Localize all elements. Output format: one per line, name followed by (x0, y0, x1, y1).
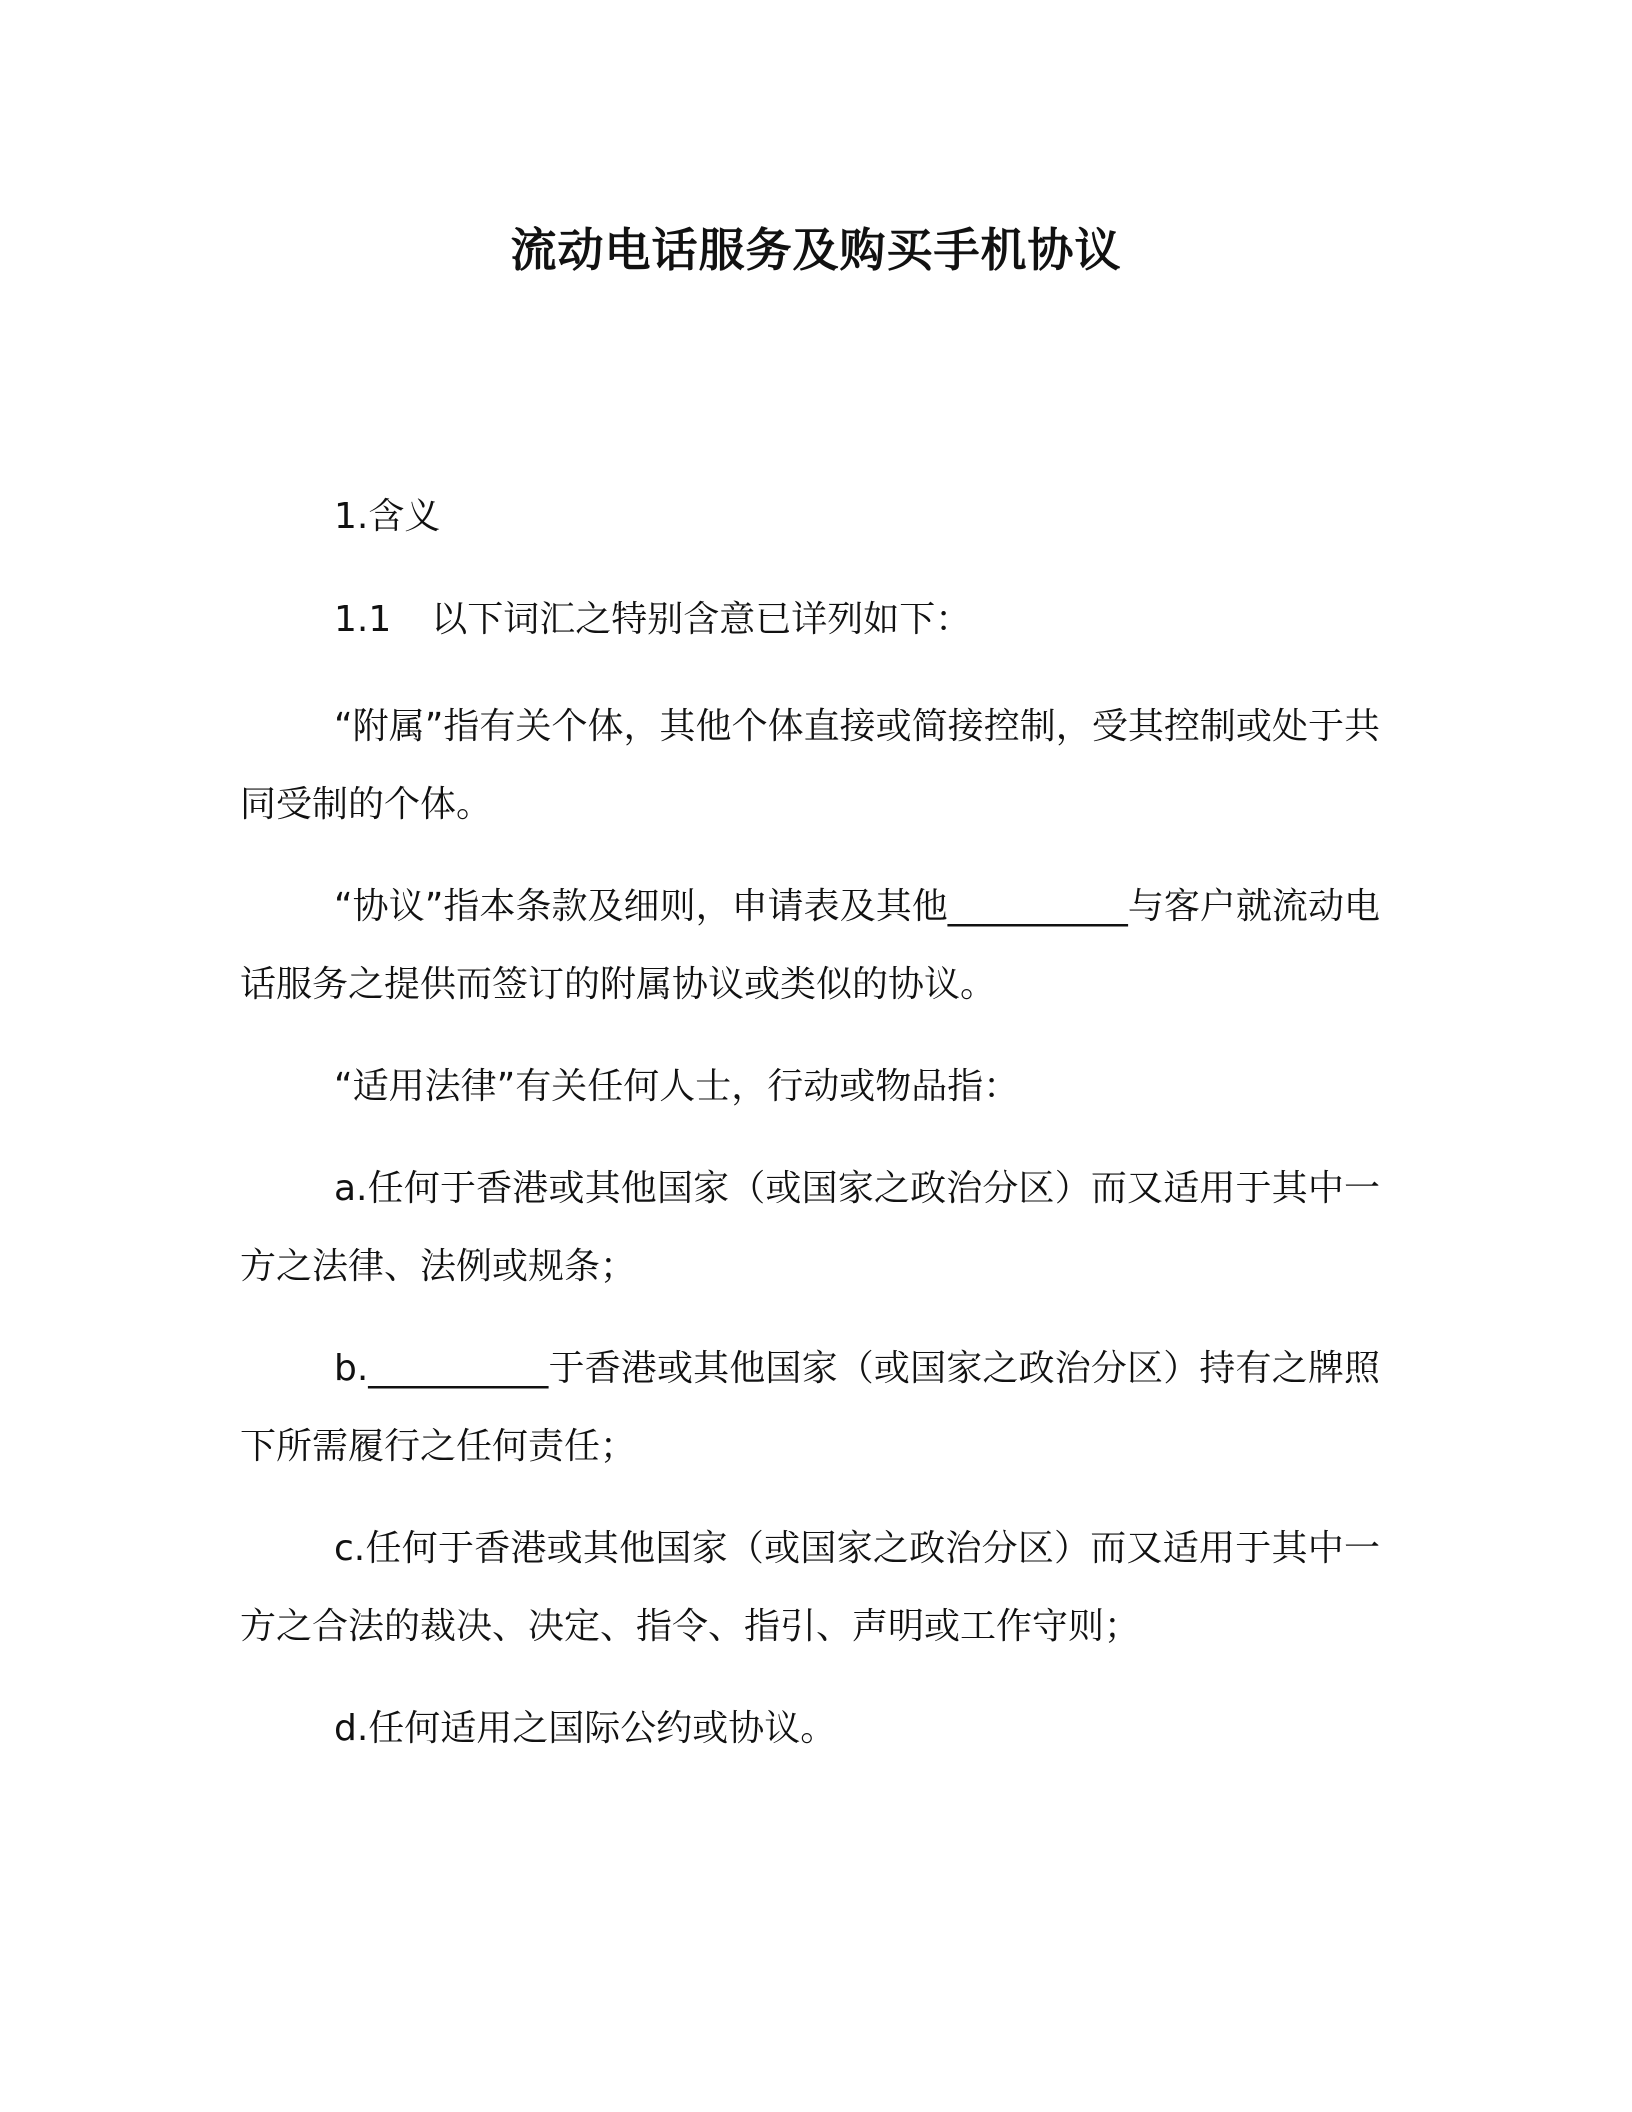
subsection-heading (334, 590, 971, 650)
section-heading: 1.含义 (334, 496, 441, 537)
definition-agreement: “协议”指本条款及细则，申请表及其他__________与客户就流动电话服务之提供而签订的附属协议或类似的协议。 (240, 886, 1380, 1005)
list-item-d: d.任何适用之国际公约或协议。 (334, 1708, 837, 1749)
definition-affiliate: “附属”指有关个体，其他个体直接或简接控制，受其控制或处于共同受制的个体。 (240, 706, 1380, 825)
subsection-number: 1.1 (334, 599, 392, 640)
list-item-a: a.任何于香港或其他国家（或国家之政治分区）而又适用于其中一方之法律、法例或规条； (240, 1168, 1380, 1287)
document-title: 流动电话服务及购买手机协议 (510, 223, 1122, 277)
list-item-b: b.__________于香港或其他国家（或国家之政治分区）持有之牌照下所需履行之任何责任； (240, 1348, 1380, 1467)
subsection-text: 以下词汇之特别含意已详列如下： (431, 599, 972, 640)
list-item-c: c.任何于香港或其他国家（或国家之政治分区）而又适用于其中一方之合法的裁决、决定、指令、指引、声明或工作守则； (240, 1528, 1380, 1647)
definition-applicable-law: “适用法律”有关任何人士，行动或物品指： (334, 1066, 1020, 1107)
definitions-body (240, 688, 1380, 1768)
